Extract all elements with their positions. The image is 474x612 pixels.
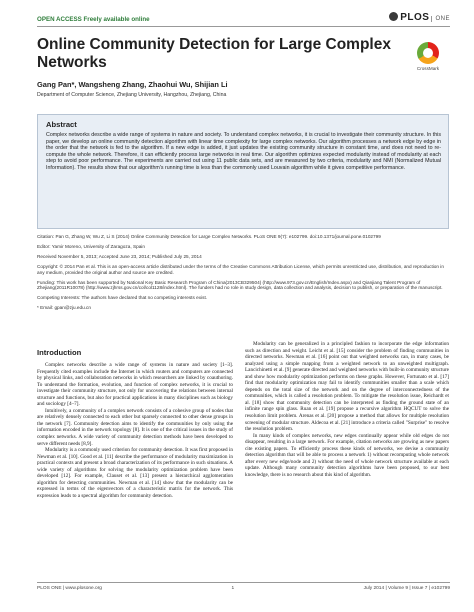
logo-suffix: ONE	[431, 16, 450, 22]
author-list: Gang Pan*, Wangsheng Zhang, Zhaohui Wu, Shijian Li	[37, 80, 228, 89]
header-divider	[37, 26, 450, 27]
plos-one-logo	[389, 12, 450, 23]
right-column	[245, 341, 449, 478]
plos-logo-icon	[389, 12, 398, 21]
footer-divider	[37, 582, 450, 583]
footer-journal: PLOS ONE | www.plosone.org	[37, 586, 102, 591]
crossmark-badge[interactable]	[406, 42, 450, 71]
open-access-banner: OPEN ACCESS Freely available online	[37, 16, 150, 23]
competing-interests: Competing Interests: The authors have declared that no competing interests exist.	[37, 295, 208, 301]
paragraph: Complex networks describe a wide range of systems in nature and society [1–3]. Frequently cited examples include the Internet in which routers and computers are connected by physical links, and collaboration networks in which researchers are linked by coauthoring. To understand the formation, evolution, and function of complex networks, it is crucial to investigate their community structure, not only for uncovering the relations between internal structure and functions, but also for practical applications in many disciplines such as biology and sociology [4–7].	[37, 362, 233, 408]
footer-issue: July 2014 | Volume 9 | Issue 7 | e102799	[363, 586, 450, 591]
affiliation: Department of Computer Science, Zhejiang University, Hangzhou, Zhejiang, China	[37, 92, 227, 98]
copyright: Copyright: © 2014 Pan et al. This is an open-access article distributed under the terms of the Creative Commons Attribution License, which permits unrestricted use, distribution, and reproduction in any medium, provided the original author and source are credited.	[37, 263, 444, 275]
crossmark-icon	[417, 42, 439, 64]
logo-text: PLOS	[400, 12, 430, 23]
paragraph: In many kinds of complex networks, new edges continually appear while old edges do not disappear, resulting in a large network. For example, citation networks are growing as new papers cite existing papers. To efficiently process these kinds of networks, we devise a community detection algorithm that will be able to process a network 1) without recomputing whole network after every new edge/node and 2) without the need of whole network structure available at each update. Although many community detection algorithms have been proposed, to our best knowledge, there is no research about this kind of algorithm.	[245, 432, 449, 478]
paragraph: Intuitively, a community of a complex network consists of a cohesive group of nodes that are relatively densely connected to each other but sparsely connected to other dense groups in the network [7]. Community detection aims to identify the communities by only using the information encoded in the network topology [8]. It is one of the critical issues in the study of complex networks. A wide variety of community detection methods have been developed to serve different needs [8,9].	[37, 407, 233, 447]
funding: Funding: This work has been supported by National Key Basic Research Program of China(2013CB329504) (http://www.973.gov.cn/English/Index.aspx) and Qianjiang Talent Program of Zhejiang(2011R10078) (http://www.zjhrss.gov.cn/col/col1128/index.html). The funders had no role in study design, data collection and analysis, decision to publish, or preparation of the manuscript.	[37, 279, 443, 291]
paragraph: Modularity can be generalized in a principled fashion to incorporate the edge information such as direction and weight. Leicht et al. [15] consider the problem of finding communities in directed networks. Newman et al. [16] point out that weighted networks can, in many cases, be analyzed using a simple mapping from a weighted network to an unweighted multigraph. Lancichinetti et al. [9] generate directed and weighted networks with built-in community structure and show how modularity optimization performs on these graphs. However, Fortunato et al. [17] find that modularity optimization may fail to identify communities smaller than a scale which depends on the total size of the network and on the degree of interconnectedness of the communities, which is called a resolution problem. To mitigate the resolution issue, Reichardt et al. [18] show that community detection can be interpreted as finding the ground state of an infinite range spin glass. Ruan et al. [19] propose a recursive algorithm HQCUT to solve the resolution limit problem. Arenas et al. [20] propose a method that allows for multiple resolution screening of modular structure. Aldecoa et al. [21] introduce a criteria called "Surprise" to resolve the resolution problem.	[245, 341, 449, 433]
abstract-text: Complex networks describe a wide range of systems in nature and society. To understand complex networks, it is crucial to investigate their community structure. In this paper, we develop an online community detection algorithm with linear time complexity for large complex networks. Our algorithm processes a network edge by edge in the order that the network is fed to the algorithm. If a new edge is added, it just updates the existing community structure in constant time, and does not need to re-compute the whole network. Therefore, it can efficiently process large networks in real time. Our algorithm optimizes expected modularity instead of modularity at each step to avoid poor performance. The experiments are carried out using 11 public data sets, and are measured by two criteria, modularity and NMI (Normalized Mutual Information). The results show that our algorithm's running time is less than the commonly used Louvain algorithm while it gives competitive performance.	[46, 132, 441, 171]
citation: Citation: Pan G, Zhang W, Wu Z, Li S (2014) Online Community Detection for Large Complex Networks. PLoS ONE 9(7): e102799. doi:10.1371/journal.pone.0102799	[37, 234, 381, 239]
abstract-box	[37, 114, 449, 229]
crossmark-label: CrossMark	[416, 66, 440, 71]
left-column	[37, 362, 233, 499]
paragraph: Modularity is a commonly used criterion for community detection. It was first proposed in Newman et al. [10]. Good et al. [11] describe the performance of modularity maximization in practical contexts and present a broad characterization of its performance in such situations. A wide variety of algorithms for solving the modularity optimization problem have been developed [12]. For example, Clauset et al. [13] present a hierarchical agglomeration algorithm for detecting communities. Newman et al. [14] show that the modularity can be expressed in terms of the eigenvectors of a characteristic matrix for the network. This expression leads to a spectral algorithm for community detection.	[37, 447, 233, 499]
introduction-heading: Introduction	[37, 348, 82, 357]
email[interactable]: * Email: gpan@zju.edu.cn	[37, 305, 92, 311]
page-number: 1	[231, 586, 235, 591]
article-title: Online Community Detection for Large Complex Networks	[37, 36, 391, 71]
abstract-heading: Abstract	[46, 120, 77, 129]
page-footer	[37, 586, 450, 591]
article-metadata	[37, 234, 449, 315]
dates: Received November 5, 2013; Accepted June 23, 2014; Published July 25, 2014	[37, 253, 202, 259]
editor: Editor: Yamir Moreno, University of Zaragoza, Spain	[37, 243, 145, 249]
